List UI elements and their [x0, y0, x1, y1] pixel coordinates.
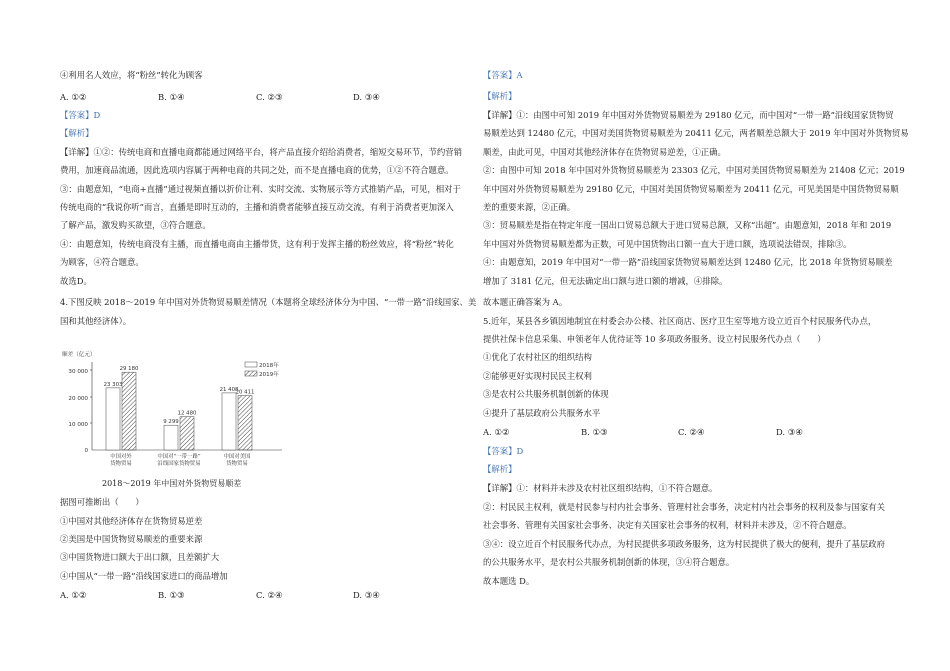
chart-y-axis-label: 顺差（亿元） [62, 352, 96, 358]
q4-option-c: C. ②④ [256, 590, 283, 600]
q3-option-b: B. ①④ [158, 92, 185, 102]
chart-caption: 2018～2019 年中国对外货物贸易顺差 [102, 479, 242, 488]
legend-label-2019: 2019年 [259, 372, 279, 378]
q5-detail-line: 【详解】①：材料并未涉及农村社区组织结构，①不符合题意。 [483, 483, 718, 493]
y-tick-label: 20 000 [68, 396, 88, 402]
category-label: 中国对外 [110, 454, 132, 460]
q4-option-a: A. ①② [60, 590, 87, 600]
y-tick-label: 10 000 [68, 422, 88, 428]
category-label: 中国对美国 [223, 454, 251, 460]
q4-stem-line: 国和其他经济体）。 [60, 316, 132, 326]
q4-item: ②美国是中国货物贸易顺差的重要来源 [60, 534, 203, 544]
q5-option-a: A. ①② [483, 427, 510, 437]
q4-detail-line: 差的重要来源，②正确。 [483, 202, 576, 212]
q4-detail-line: ④：由题意知，2019 年中国对“一带一路”沿线国家货物贸易顺差达到 12480 亿元，比 2018 年货物贸易顺差 [483, 257, 893, 267]
q5-conclusion: 故本题选 D。 [483, 576, 535, 586]
q5-detail-line: ③④：设立近百个村民服务代办点，为村民提供多项政务服务，这为村民提供了极大的便利，提升了基层政府 [483, 539, 885, 549]
q4-option-b: B. ①③ [158, 590, 185, 600]
q5-option-d: D. ③④ [776, 427, 803, 437]
q3-detail-line: 【详解】①②：传统电商和直播电商都能通过网络平台，将产品直接介绍给消费者，缩短交易环节，节约营销 [60, 147, 462, 157]
q4-item: ①中国对其他经济体存在货物贸易逆差 [60, 516, 203, 526]
q4-answer: 【答案】A [483, 70, 523, 80]
q5-stem-line: 5.近年，某县各乡镇因地制宜在村委会办公楼、社区商店、医疗卫生室等地方设立近百个村民服务代办点， [483, 316, 877, 326]
bar-value-label: 21 408 [219, 386, 239, 393]
bar-value-label: 29 180 [119, 366, 139, 373]
category-label: 货物贸易 [226, 461, 248, 467]
bar-value-label: 23 303 [103, 381, 123, 388]
bar-2019年-0 [122, 372, 136, 450]
bar-2018年-2 [222, 393, 236, 450]
q3-conclusion: 故选D。 [60, 276, 92, 286]
y-tick-label: 0 [84, 448, 88, 454]
legend-swatch-2018 [245, 362, 257, 367]
legend-label-2018: 2018年 [259, 363, 279, 369]
q5-detail-line: 社会事务、管理有关国家社会事务、决定有关国家社会事务的权利，材料并未涉及，②不符合题意。 [483, 520, 852, 530]
q5-detail-line: ②：村民民主权利，就是村民参与村内社会事务、管理村社会事务，决定村内社会事务的权利及参与国家有关 [483, 502, 885, 512]
category-label: 货物贸易 [110, 461, 132, 467]
category-label: 中国对“一带一路” [157, 454, 201, 460]
q4-item: ③中国货物进口额大于出口额，且差额扩大 [60, 552, 220, 562]
q5-answer: 【答案】D [483, 446, 524, 456]
q4-detail-line: ③：贸易顺差是指在特定年度一国出口贸易总额大于进口贸易总额，又称“出超”。由题意知，2018 年和 2019 [483, 220, 892, 230]
q4-detail-line: 顺差，由此可见，中国对其他经济体存在货物贸易逆差，①正确。 [483, 147, 726, 157]
q3-option-c: C. ②③ [256, 92, 283, 102]
q3-detail-line: ③：由题意知，“电商+直播”通过视频直播以折价让利、实时交流、实物展示等方式推销产品，可见，相对于 [60, 184, 461, 194]
q5-analysis-tag: 【解析】 [483, 464, 517, 474]
q4-analysis-tag: 【解析】 [483, 91, 517, 101]
q4-prompt: 据图可推断出（ ） [60, 497, 144, 507]
bar-value-label: 12 480 [177, 410, 197, 417]
q3-detail-line: 为顾客，④符合题意。 [60, 257, 144, 267]
q4-conclusion: 故本题正确答案为 A。 [483, 297, 568, 307]
trade-surplus-chart [60, 348, 290, 468]
q3-detail-line: ④：由题意知，传统电商没有主播，而直播电商由主播带货，这有利于发挥主播的粉丝效应，将“粉丝”转化 [60, 239, 454, 249]
category-label: 沿线国家货物贸易 [157, 461, 201, 467]
q4-stem-line: 4.下图反映 2018～2019 年中国对外货物贸易顺差情况（本题将全球经济体分为中国、“一带一路”沿线国家、美 [60, 297, 477, 307]
q3-option-d: D. ③④ [353, 92, 380, 102]
bar-value-label: 20 411 [235, 389, 255, 396]
q5-stem-line: 提供社保卡信息采集、申领老年人优待证等 10 多项政务服务。设立村民服务代办点（ ） [483, 334, 826, 344]
q5-item: ②能够更好实现村民民主权利 [483, 371, 592, 381]
q3-detail-line: 费用，加速商品流通，因此选项内容属于两种电商的共同之处，而不是直播电商的优势，①②不符合题意。 [60, 165, 454, 175]
bar-2019年-1 [180, 417, 194, 450]
bar-value-label: 9 299 [163, 419, 179, 426]
q3-option-a: A. ①② [60, 92, 87, 102]
q4-detail-line: 【详解】①：由图中可知 2019 年中国对外货物贸易顺差为 29180 亿元，而中国对“一带一路”沿线国家货物贸 [483, 110, 894, 120]
bar-2019年-2 [238, 396, 252, 450]
q5-detail-line: 的公共服务水平，是农村公共服务机制创新的体现，③④符合题意。 [483, 557, 735, 567]
y-tick-label: 30 000 [68, 369, 88, 375]
bar-2018年-0 [106, 388, 120, 450]
q3-detail-line: 了解产品，激发购买欲望，③符合题意。 [60, 220, 211, 230]
q4-option-d: D. ③④ [353, 590, 380, 600]
q3-analysis-tag: 【解析】 [60, 128, 94, 138]
q4-detail-line: 增加了 3181 亿元，但无法确定出口额与进口额的增减，④排除。 [483, 276, 728, 286]
q4-detail-line: 年中国对外货物贸易顺差都为正数，可见中国货物出口额一直大于进口额，选项说法错误，排除③。 [483, 239, 852, 249]
q4-detail-line: ②：由图中可知 2018 年中国对外货物贸易顺差为 23303 亿元，中国对美国货物贸易顺差为 21408 亿元；2019 [483, 165, 905, 175]
legend-swatch-2019 [245, 371, 257, 376]
q3-item-4: ④利用名人效应，将“粉丝”转化为顾客 [60, 70, 203, 80]
q3-detail-line: 传统电商的“我说你听”而言，直播是即时互动的，主播和消费者能够直接互动交流，有利于消费者更加深入 [60, 202, 454, 212]
q3-answer: 【答案】D [60, 110, 101, 120]
q4-detail-line: 年中国对外货物贸易顺差为 29180 亿元，中国对美国货物贸易顺差为 20411 亿元，可见美国是中国货物贸易顺 [483, 184, 899, 194]
q5-item: ①优化了农村社区的组织结构 [483, 352, 592, 362]
q5-option-b: B. ①③ [581, 427, 608, 437]
q4-item: ④中国从“一带一路”沿线国家进口的商品增加 [60, 571, 228, 581]
q4-detail-line: 易顺差达到 12480 亿元，中国对美国货物贸易顺差为 20411 亿元，两者顺差总额大于 2019 年中国对外货物贸易 [483, 128, 909, 138]
q5-item: ④提升了基层政府公共服务水平 [483, 408, 601, 418]
q5-item: ③是农村公共服务机制创新的体现 [483, 389, 609, 399]
bar-2018年-1 [164, 425, 178, 450]
q5-option-c: C. ②④ [678, 427, 705, 437]
